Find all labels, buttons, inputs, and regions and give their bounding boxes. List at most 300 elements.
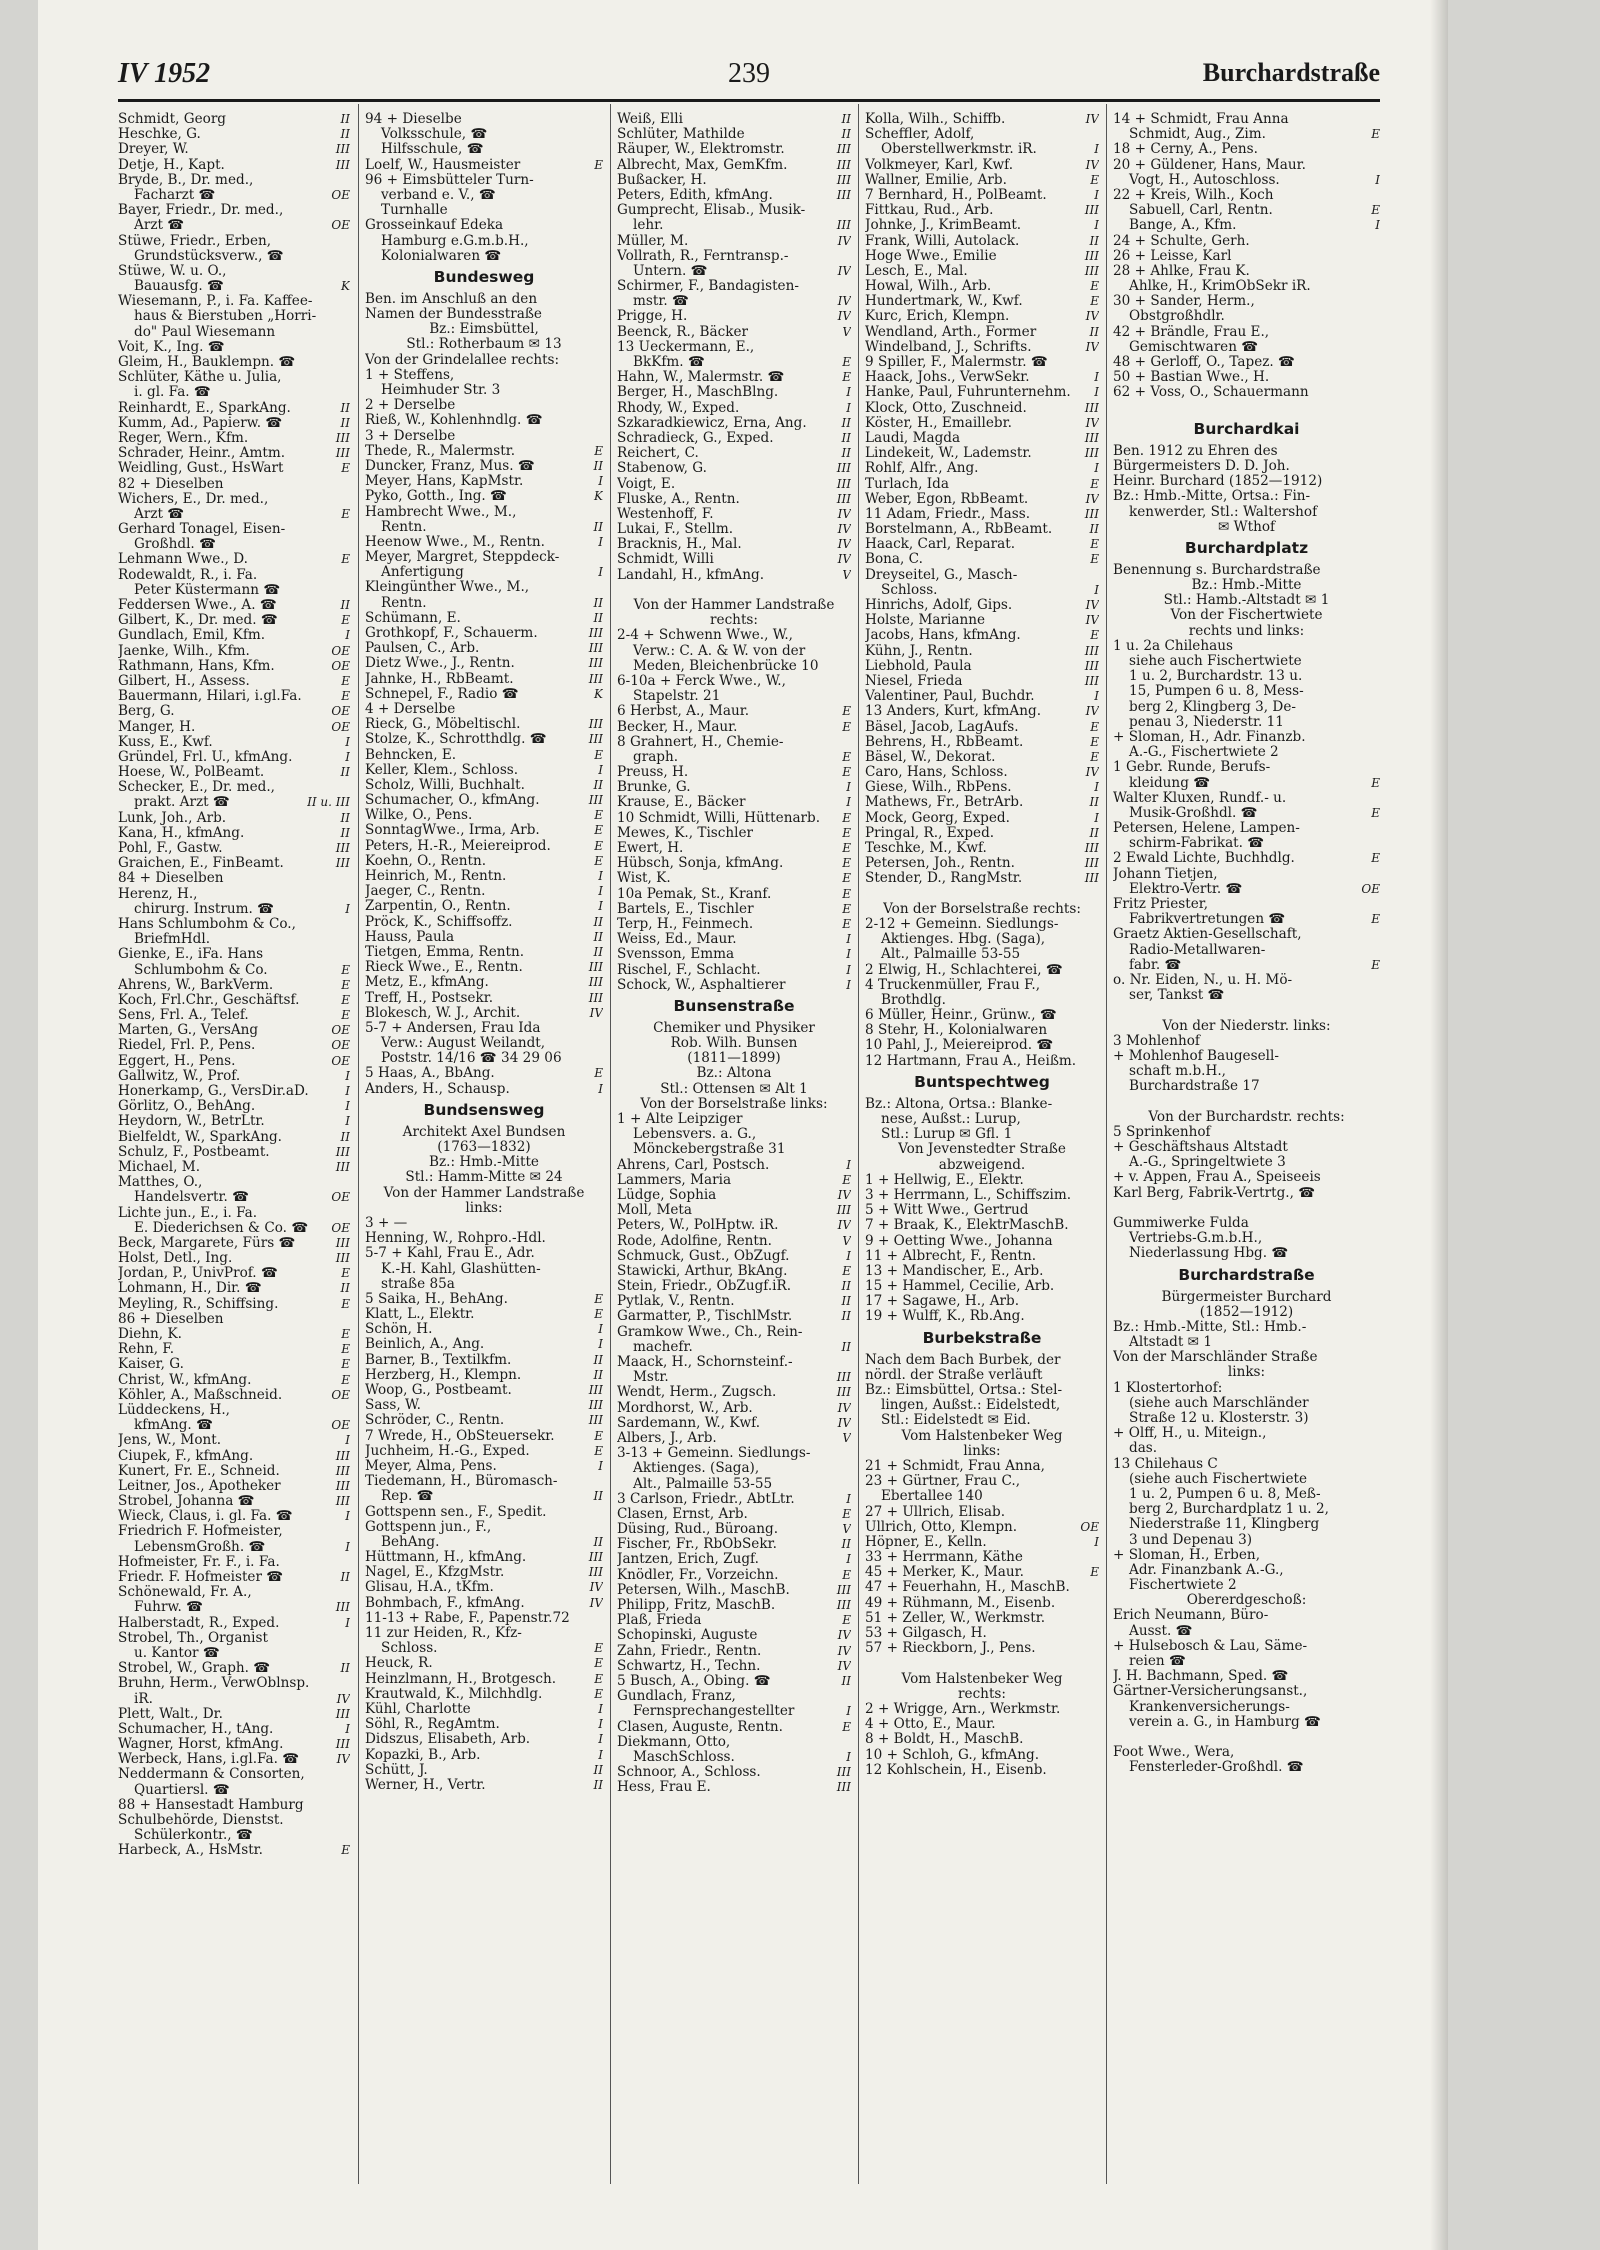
resident-entry: [1113, 1350, 1380, 1365]
resident-entry: [118, 1281, 350, 1296]
entry-text: Johann Tietjen,: [1113, 866, 1218, 882]
entry-text: Kühl, Charlotte: [365, 1701, 471, 1717]
entry-text: Gründel, Frl. U., kfmAng.: [118, 749, 293, 765]
resident-entry: [118, 294, 350, 309]
entry-text: Oberstellwerkmstr. iR.: [881, 142, 1037, 158]
street-note: [365, 1155, 603, 1170]
resident-entry: [365, 550, 603, 565]
resident-entry: [617, 902, 851, 917]
entry-text: Bundsensweg: [423, 1100, 545, 1119]
floor-indicator: I: [598, 1081, 603, 1096]
resident-entry: [617, 1720, 851, 1735]
resident-entry: [865, 780, 1099, 795]
street-note: [1113, 1110, 1380, 1125]
floor-indicator: I: [598, 762, 603, 777]
entry-text: Bona, C.: [865, 552, 923, 568]
resident-entry: [865, 446, 1099, 461]
entry-text: Walter Kluxen, Rundf.- u.: [1113, 790, 1287, 806]
entry-text: 45 + Merker, K., Maur.: [865, 1565, 1024, 1581]
entry-text: Manger, H.: [118, 719, 196, 735]
entry-text: + Olff, H., u. Miteign.,: [1113, 1426, 1267, 1442]
entry-text: Graetz Aktien-Gesellschaft,: [1113, 927, 1302, 943]
resident-entry: [617, 1218, 851, 1233]
floor-indicator: E: [341, 673, 350, 688]
resident-entry: [365, 1732, 603, 1747]
resident-entry: [865, 507, 1099, 522]
floor-indicator: E: [842, 1567, 851, 1582]
resident-entry: [365, 1687, 603, 1702]
floor-indicator: II: [340, 598, 350, 612]
entry-text: Schütt, J.: [365, 1762, 428, 1778]
entry-text: Keller, Klem., Schloss.: [365, 762, 519, 778]
resident-entry: [118, 1054, 350, 1069]
entry-text: Hans Schlumbohm & Co.,: [118, 916, 296, 932]
resident-entry: [1113, 1186, 1380, 1201]
floor-indicator: IV: [837, 1218, 851, 1233]
entry-text: Rohlf, Alfr., Ang.: [865, 461, 979, 477]
resident-entry: [118, 689, 350, 704]
entry-text: Thede, R., Malermstr.: [365, 443, 516, 459]
floor-indicator: E: [594, 1066, 603, 1081]
entry-text: Bartels, E., Tischler: [617, 901, 754, 917]
entry-continuation: [118, 583, 350, 598]
floor-indicator: III: [836, 1780, 851, 1795]
floor-indicator: I: [846, 1749, 851, 1764]
entry-continuation: [1113, 1563, 1380, 1578]
floor-indicator: E: [842, 370, 851, 385]
entry-text: Elektro-Vertr. ☎: [1129, 881, 1243, 897]
resident-entry: [1113, 444, 1380, 459]
floor-indicator: II: [593, 944, 603, 959]
street-note: [1113, 1019, 1380, 1034]
resident-entry: [1113, 474, 1380, 489]
resident-entry: [617, 1689, 851, 1704]
entry-text: 8 + Boldt, H., MaschB.: [865, 1732, 1024, 1748]
entry-continuation: [118, 218, 350, 233]
resident-entry: [865, 963, 1099, 978]
entry-continuation: [1113, 1715, 1380, 1730]
entry-text: Ullrich, Otto, Klempn.: [865, 1519, 1018, 1535]
entry-text: (1763—1832): [437, 1140, 531, 1155]
entry-text: Schönewald, Fr. A.,: [118, 1585, 252, 1601]
entry-text: Rieß, W., Kohlenhndlg. ☎: [365, 413, 543, 429]
resident-entry: [865, 552, 1099, 567]
floor-indicator: II: [593, 610, 603, 625]
resident-entry: [118, 1676, 350, 1691]
floor-indicator: II: [841, 446, 851, 461]
floor-indicator: III: [836, 142, 851, 157]
entry-text: Friedrich F. Hofmeister,: [118, 1524, 283, 1540]
resident-entry: [365, 1353, 603, 1368]
floor-indicator: OE: [331, 1190, 350, 1205]
entry-text: Fittkau, Rud., Arb.: [865, 203, 994, 219]
entry-text: rechts:: [958, 1686, 1006, 1702]
floor-indicator: I: [345, 1509, 350, 1524]
entry-text: Mock, Georg, Exped.: [865, 810, 1010, 826]
floor-indicator: I: [1094, 187, 1099, 202]
resident-entry: [865, 1550, 1099, 1565]
entry-text: Windelband, J., Schrifts.: [865, 339, 1032, 355]
entry-text: Ahrens, W., BarkVerm.: [118, 977, 274, 993]
entry-text: Rehn, F.: [118, 1342, 175, 1358]
entry-continuation: [1113, 173, 1380, 188]
floor-indicator: OE: [331, 704, 350, 719]
floor-indicator: E: [1090, 294, 1099, 309]
resident-entry: [617, 552, 851, 567]
entry-text: Stl.: Rotherbaum ✉ 13: [406, 337, 562, 353]
resident-entry: [118, 1236, 350, 1251]
entry-text: Sardemann, W., Kwf.: [617, 1415, 761, 1431]
column-divider: [610, 104, 611, 2184]
entry-text: Sabuell, Carl, Rentn.: [1129, 203, 1273, 219]
resident-entry: [365, 1383, 603, 1398]
resident-entry: [1113, 158, 1380, 173]
entry-text: Bundesweg: [433, 267, 535, 286]
resident-entry: [118, 644, 350, 659]
blank-line: [865, 887, 1099, 902]
resident-entry: [365, 915, 603, 930]
entry-text: Bz.: Hmb.-Mitte, Ortsa.: Fin-: [1113, 489, 1311, 505]
resident-entry: [865, 1249, 1099, 1264]
street-note: [1113, 520, 1380, 535]
entry-text: Feddersen Wwe., A. ☎: [118, 598, 277, 613]
street-heading: [365, 1097, 603, 1125]
floor-indicator: I: [846, 947, 851, 962]
entry-continuation: [617, 689, 851, 704]
entry-text: Pohl, F., Gastw.: [118, 841, 223, 856]
entry-text: 19 + Wulff, K., Rb.Ang.: [865, 1309, 1025, 1325]
entry-text: Aktienges. (Saga),: [633, 1461, 760, 1477]
entry-text: Plett, Walt., Dr.: [118, 1706, 223, 1722]
floor-indicator: II: [340, 1281, 350, 1296]
entry-text: Beinlich, A., Ang.: [365, 1337, 485, 1353]
resident-entry: [1113, 489, 1380, 504]
resident-entry: [365, 1337, 603, 1352]
entry-text: Wieck, Claus, i. gl. Fa. ☎: [118, 1509, 293, 1525]
resident-entry: [365, 748, 603, 763]
entry-text: Handelsvertr. ☎: [134, 1190, 250, 1206]
entry-text: 3 + —: [365, 1215, 408, 1231]
entry-text: Reinhardt, E., SparkAng.: [118, 400, 291, 416]
floor-indicator: K: [341, 279, 350, 294]
column-divider: [358, 104, 359, 2184]
entry-text: chirurg. Instrum. ☎: [134, 901, 275, 917]
entry-text: Fischer, Fr., RbObSekr.: [617, 1537, 777, 1553]
resident-entry: [1113, 563, 1380, 578]
resident-entry: [865, 325, 1099, 340]
entry-text: schaft m.b.H.,: [1129, 1064, 1226, 1080]
entry-text: Marten, G., VersAng: [118, 1023, 259, 1039]
resident-entry: [365, 1702, 603, 1717]
floor-indicator: IV: [837, 1643, 851, 1658]
resident-entry: [118, 1373, 350, 1388]
entry-text: Friedr. F. Hofmeister ☎: [118, 1570, 284, 1585]
entry-text: Peters, W., PolHptw. iR.: [617, 1218, 779, 1234]
resident-entry: [1113, 1170, 1380, 1185]
entry-text: Wilke, O., Pens.: [365, 808, 473, 824]
resident-entry: [365, 112, 603, 127]
entry-text: 20 + Güldener, Hans, Maur.: [1113, 157, 1306, 173]
floor-indicator: II: [593, 1367, 603, 1382]
floor-indicator: IV: [837, 506, 851, 521]
entry-text: Turnhalle: [381, 203, 448, 219]
resident-entry: [617, 1249, 851, 1264]
entry-text: 10a Pemak, St., Kranf.: [617, 886, 772, 902]
floor-indicator: IV: [837, 1658, 851, 1673]
entry-continuation: [365, 565, 603, 580]
entry-text: 1 u. 2, Burchardstr. 13 u.: [1129, 669, 1303, 685]
resident-entry: [617, 1173, 851, 1188]
entry-text: Hauss, Paula: [365, 929, 455, 945]
resident-entry: [865, 249, 1099, 264]
entry-continuation: [617, 1370, 851, 1385]
entry-continuation: [1113, 1487, 1380, 1502]
entry-text: 2 + Wrigge, Arn., Werkmstr.: [865, 1701, 1061, 1717]
entry-text: Wallner, Emilie, Arb.: [865, 172, 1007, 188]
resident-entry: [865, 203, 1099, 218]
resident-entry: [617, 416, 851, 431]
resident-entry: [365, 1656, 603, 1671]
entry-text: Burchardstraße 17: [1129, 1079, 1260, 1095]
entry-text: Weidling, Gust., HsWart: [118, 461, 284, 477]
entry-text: 13 Chilehaus C: [1113, 1456, 1218, 1472]
entry-text: Fuhrw. ☎: [134, 1600, 204, 1616]
resident-entry: [118, 841, 350, 856]
entry-continuation: [1113, 912, 1380, 927]
floor-indicator: III: [588, 1565, 603, 1580]
floor-indicator: I: [846, 962, 851, 977]
resident-entry: [617, 1325, 851, 1340]
floor-indicator: II: [841, 1673, 851, 1688]
blank-line: [1113, 1094, 1380, 1109]
entry-text: 94 + Dieselbe: [365, 112, 462, 127]
resident-entry: [617, 1507, 851, 1522]
floor-indicator: III: [588, 1398, 603, 1413]
entry-text: Düsing, Rud., Büroang.: [617, 1522, 779, 1538]
entry-text: Erich Neumann, Büro-: [1113, 1608, 1269, 1624]
entry-text: Großhdl. ☎: [134, 537, 217, 553]
resident-entry: [617, 1537, 851, 1552]
floor-indicator: I: [846, 1248, 851, 1263]
floor-indicator: IV: [837, 537, 851, 552]
entry-text: 1 + Hellwig, E., Elektr.: [865, 1172, 1024, 1188]
floor-indicator: II: [340, 825, 350, 840]
entry-text: Werner, H., Vertr.: [365, 1777, 486, 1793]
entry-text: Dreyer, W.: [118, 142, 189, 158]
floor-indicator: IV: [837, 233, 851, 248]
entry-text: Voigt, E.: [617, 476, 676, 492]
entry-text: 11 Adam, Friedr., Mass.: [865, 506, 1031, 522]
entry-continuation: [865, 947, 1099, 962]
entry-text: 48 + Gerloff, O., Tapez. ☎: [1113, 355, 1295, 370]
floor-indicator: E: [341, 962, 350, 977]
entry-text: 53 + Gilgasch, H.: [865, 1626, 987, 1641]
floor-indicator: I: [598, 1732, 603, 1747]
entry-text: 2 + Derselbe: [365, 398, 456, 414]
resident-entry: [617, 477, 851, 492]
floor-indicator: II: [841, 1339, 851, 1354]
floor-indicator: III: [836, 1385, 851, 1400]
resident-entry: [617, 826, 851, 841]
entry-text: Wendt, Herm., Zugsch.: [617, 1385, 777, 1401]
entry-text: Krankenversicherungs-: [1129, 1699, 1290, 1715]
resident-entry: [365, 489, 603, 504]
floor-indicator: II: [593, 914, 603, 929]
resident-entry: [1113, 1548, 1380, 1563]
resident-entry: [865, 370, 1099, 385]
entry-text: Lammers, Maria: [617, 1172, 732, 1188]
floor-indicator: III: [1084, 643, 1099, 658]
entry-text: Lüddeckens, H.,: [118, 1402, 230, 1418]
entry-text: Hambrecht Wwe., M.,: [365, 504, 517, 520]
entry-text: Von Jevenstedter Straße: [898, 1142, 1066, 1158]
entry-continuation: [617, 1340, 851, 1355]
entry-text: Loelf, W., Hausmeister: [365, 157, 521, 173]
entry-text: Schradieck, G., Exped.: [617, 430, 774, 446]
entry-text: Volksschule, ☎: [381, 127, 488, 143]
resident-entry: [865, 1203, 1099, 1218]
entry-text: Behncken, E.: [365, 747, 457, 763]
street-note: [1113, 1593, 1380, 1608]
floor-indicator: E: [842, 841, 851, 855]
resident-entry: [617, 795, 851, 810]
page-header: [118, 58, 1380, 96]
resident-entry: [865, 264, 1099, 279]
entry-text: Berger, H., MaschBlng.: [617, 385, 779, 401]
floor-indicator: IV: [589, 1580, 603, 1595]
entry-continuation: [1113, 1246, 1380, 1261]
floor-indicator: I: [846, 400, 851, 415]
entry-text: Meyer, Margret, Steppdeck-: [365, 550, 560, 566]
entry-text: 6 Herbst, A., Maur.: [617, 704, 750, 720]
entry-text: ✉ Wthof: [1217, 519, 1276, 535]
entry-text: Stüwe, Friedr., Erben,: [118, 233, 272, 249]
floor-indicator: K: [594, 489, 603, 504]
entry-text: Köhler, A., Maßschneid.: [118, 1387, 283, 1403]
entry-text: 82 + Dieselben: [118, 476, 224, 492]
floor-indicator: E: [594, 853, 603, 868]
floor-indicator: E: [341, 1843, 350, 1858]
entry-text: Bz.: Hmb.-Mitte, Stl.: Hmb.-: [1113, 1319, 1307, 1335]
entry-text: (siehe auch Fischertwiete: [1129, 1471, 1308, 1487]
entry-text: Gilbert, H., Assess.: [118, 673, 250, 689]
entry-text: Clasen, Auguste, Rentn.: [617, 1719, 783, 1735]
entry-text: Schloss.: [881, 582, 938, 598]
floor-indicator: E: [1090, 749, 1099, 764]
resident-entry: [118, 628, 350, 643]
floor-indicator: E: [842, 1172, 851, 1187]
floor-indicator: E: [594, 443, 603, 458]
floor-indicator: E: [594, 1443, 603, 1458]
resident-entry: [865, 492, 1099, 507]
entry-text: Ahlke, H., KrimObSekr iR.: [1129, 279, 1311, 295]
resident-entry: [617, 1674, 851, 1689]
resident-entry: [865, 978, 1099, 993]
entry-text: Schumacher, O., kfmAng.: [365, 793, 540, 809]
floor-indicator: E: [1090, 628, 1099, 643]
resident-entry: [865, 841, 1099, 856]
entry-text: Bauausfg. ☎: [134, 279, 224, 295]
entry-text: Terp, H., Feinmech.: [617, 916, 754, 932]
entry-text: Heinzlmann, H., Brotgesch.: [365, 1671, 557, 1687]
floor-indicator: III: [588, 975, 603, 990]
resident-entry: [365, 1611, 603, 1626]
street-note: [365, 1125, 603, 1140]
entry-continuation: [365, 203, 603, 218]
resident-entry: [865, 537, 1099, 552]
entry-text: Bz.: Altona: [696, 1066, 772, 1082]
entry-text: 10 + Schloh, G., kfmAng.: [865, 1747, 1040, 1763]
entry-text: Krause, E., Bäcker: [617, 795, 746, 811]
entry-text: Mordhorst, W., Arb.: [617, 1400, 753, 1416]
resident-entry: [118, 1069, 350, 1084]
floor-indicator: E: [1090, 719, 1099, 734]
resident-entry: [365, 732, 603, 747]
entry-text: Lichte jun., E., i. Fa.: [118, 1205, 258, 1221]
entry-text: Herenz, H.,: [118, 886, 198, 902]
floor-indicator: III: [836, 1203, 851, 1218]
entry-text: Brunke, G.: [617, 780, 691, 796]
floor-indicator: E: [842, 825, 851, 840]
resident-entry: [865, 127, 1099, 142]
resident-entry: [118, 1616, 350, 1631]
entry-text: 96 + Eimsbütteler Turn-: [365, 172, 534, 188]
entry-text: Gundlach, Emil, Kfm.: [118, 628, 266, 644]
resident-entry: [617, 279, 851, 294]
floor-indicator: OE: [331, 1023, 350, 1038]
resident-entry: [118, 993, 350, 1008]
floor-indicator: IV: [589, 1005, 603, 1020]
floor-indicator: E: [341, 1357, 350, 1372]
floor-indicator: III: [335, 430, 350, 445]
entry-continuation: [1113, 943, 1380, 958]
floor-indicator: III: [588, 1413, 603, 1428]
floor-indicator: I: [1094, 582, 1099, 597]
entry-text: Schumacher, H., tAng.: [118, 1721, 274, 1737]
floor-indicator: III: [1084, 263, 1099, 278]
entry-text: Klock, Otto, Zuschneid.: [865, 400, 1027, 416]
resident-entry: [118, 1524, 350, 1539]
street-note: [365, 1186, 603, 1201]
resident-entry: [365, 1763, 603, 1778]
street-heading: [617, 993, 851, 1021]
resident-entry: [617, 674, 851, 689]
entry-text: Schloss.: [381, 1641, 438, 1657]
resident-entry: [1113, 1426, 1380, 1441]
entry-text: K.-H. Kahl, Glashütten-: [381, 1261, 541, 1277]
floor-indicator: I: [345, 901, 350, 916]
resident-entry: [865, 1188, 1099, 1203]
entry-text: 57 + Rieckborn, J., Pens.: [865, 1641, 1036, 1657]
floor-indicator: I: [598, 884, 603, 899]
entry-text: Gumprecht, Elisab., Musik-: [617, 203, 806, 219]
street-note: [365, 322, 603, 337]
entry-text: Radio-Metallwaren-: [1129, 942, 1266, 958]
entry-continuation: [118, 1783, 350, 1798]
entry-text: Altstadt ✉ 1: [1129, 1335, 1213, 1351]
resident-entry: [865, 355, 1099, 370]
floor-indicator: I: [846, 1491, 851, 1506]
entry-text: Borstelmann, A., RbBeamt.: [865, 522, 1053, 538]
street-note: [1113, 1365, 1380, 1380]
resident-entry: [617, 1279, 851, 1294]
resident-entry: [118, 1798, 350, 1813]
floor-indicator: E: [341, 613, 350, 628]
floor-indicator: III: [1084, 446, 1099, 461]
entry-text: 7 Bernhard, H., PolBeamt.: [865, 187, 1047, 203]
street-heading: [365, 264, 603, 292]
floor-indicator: E: [341, 1327, 350, 1341]
